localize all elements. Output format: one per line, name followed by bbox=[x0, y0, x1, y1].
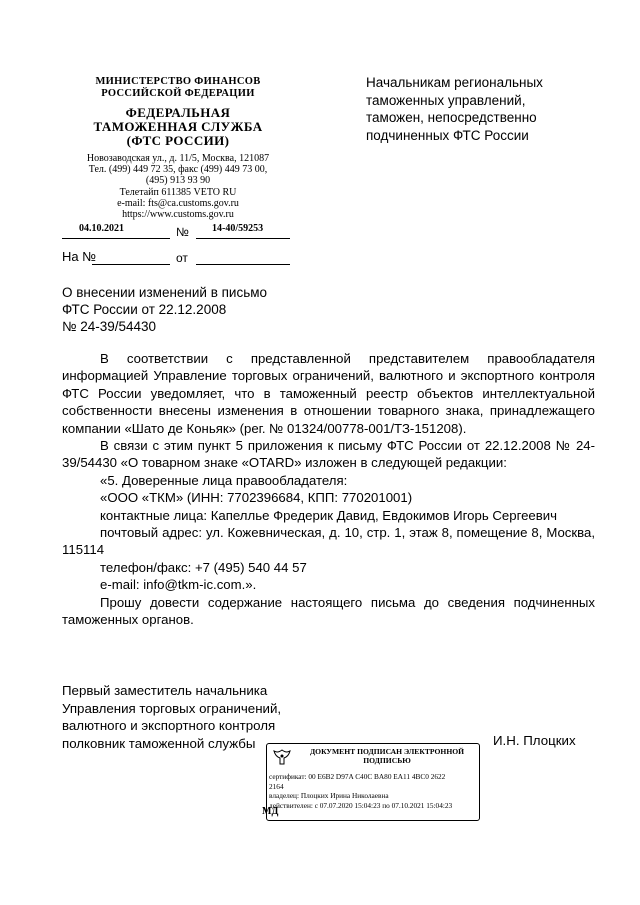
signer-title-line: Управления торговых ограничений, bbox=[62, 700, 282, 716]
subject-line: ФТС России от 22.12.2008 bbox=[62, 302, 227, 317]
letter-body bbox=[62, 350, 595, 629]
subject-line: № 24-39/54430 bbox=[62, 319, 157, 334]
body-paragraph: В связи с этим пункт 5 приложения к письму ФТС России от 22.12.2008 № 24-39/54430 «О товарном знаке «OTARD» изложен в следующей редакции: bbox=[62, 438, 595, 471]
number-sign: № bbox=[176, 225, 189, 239]
phone-line: Тел. (499) 449 72 35, факс (499) 449 73 00, bbox=[88, 164, 268, 176]
signer-title-line: валютного и экспортного контроля bbox=[62, 718, 276, 734]
reference-date-label: от bbox=[176, 251, 188, 265]
stamp-validity: действителен: с 07.07.2020 15:04:23 по 07.10.2021 15:04:23 bbox=[269, 800, 453, 810]
addressee-line: подчиненных ФТС России bbox=[366, 127, 529, 143]
addressee-line: Начальникам региональных bbox=[366, 75, 543, 90]
service-line: ТАМОЖЕННАЯ СЛУЖБА bbox=[93, 119, 263, 134]
body-paragraph: «5. Доверенные лица правообладателя: bbox=[100, 472, 348, 488]
body-paragraph: Прошу довести содержание настоящего письма до сведения подчиненных таможенных органов. bbox=[62, 594, 595, 628]
signer-title-line: полковник таможенной службы bbox=[62, 735, 256, 751]
stamp-details bbox=[269, 772, 477, 810]
date-underline bbox=[62, 238, 170, 239]
ministry-header bbox=[62, 76, 294, 100]
emblem-icon bbox=[272, 748, 292, 766]
body-paragraph: В соответствии с представленной представителем правообладателя информацией Управление торговых ограничений, валютного и экспортного контроля ФТС России уведомляет, что в таможенный реестр объектов интеллектуальной собственности внесены изменения в отношении товарного знака, принадлежащего компании «Шато де Коньяк» (рег. № 01324/00778-001/ТЗ-151208). bbox=[62, 351, 595, 436]
service-line: ФЕДЕРАЛЬНАЯ bbox=[125, 105, 231, 120]
registration-date: 04.10.2021 bbox=[79, 223, 124, 234]
number-underline bbox=[196, 238, 290, 239]
addressee-line: таможен, непосредственно bbox=[366, 110, 537, 126]
body-paragraph: «ООО «ТКМ» (ИНН: 7702396684, КПП: 770201001) bbox=[100, 490, 413, 506]
phone-line: (495) 913 93 90 bbox=[145, 175, 211, 187]
ministry-line: РОССИЙСКОЙ ФЕДЕРАЦИИ bbox=[101, 88, 255, 99]
addressee-block bbox=[366, 74, 586, 144]
service-line: (ФТС РОССИИ) bbox=[126, 133, 230, 148]
stamp-heading: ДОКУМЕНТ ПОДПИСАН ЭЛЕКТРОННОЙ ПОДПИСЬЮ bbox=[309, 747, 465, 765]
stamp-owner: владелец: Плоцких Ирина Николаевна bbox=[269, 791, 389, 801]
service-header bbox=[62, 106, 294, 148]
ministry-line: МИНИСТЕРСТВО ФИНАНСОВ bbox=[95, 76, 261, 87]
signer-title bbox=[62, 682, 302, 752]
body-paragraph: e-mail: info@tkm-ic.com.». bbox=[100, 577, 257, 593]
stamp-certificate: сертификат: 00 E6B2 D97A C40C BA80 EA11 4BC0 2622 bbox=[269, 772, 446, 781]
teletype-line: Телетайп 611385 VETO RU bbox=[119, 186, 237, 198]
body-paragraph: почтовый адрес: ул. Кожевническая, д. 10, стр. 1, этаж 8, помещение 8, Москва, 115114 bbox=[62, 525, 595, 558]
subject-line: О внесении изменений в письмо bbox=[62, 285, 268, 300]
stamp-mark: МД bbox=[262, 806, 279, 817]
reference-number-underline bbox=[92, 264, 170, 265]
reference-number-label: На № bbox=[62, 249, 97, 264]
reference-date-underline bbox=[196, 264, 290, 265]
registration-number: 14-40/59253 bbox=[212, 223, 264, 234]
addressee-line: таможенных управлений, bbox=[366, 92, 526, 108]
signer-title-line: Первый заместитель начальника bbox=[62, 683, 268, 698]
email-line: e-mail: fts@ca.customs.gov.ru bbox=[117, 197, 239, 209]
body-paragraph: контактные лица: Капеллье Фредерик Давид, Евдокимов Игорь Сергеевич bbox=[100, 507, 558, 523]
signer-name: И.Н. Плоцких bbox=[493, 733, 576, 748]
electronic-signature-stamp bbox=[266, 743, 480, 821]
address-line: Новозаводская ул., д. 11/5, Москва, 121087 bbox=[86, 153, 270, 164]
letter-subject bbox=[62, 284, 342, 335]
website-line: https://www.customs.gov.ru bbox=[122, 209, 234, 221]
contact-block bbox=[62, 153, 294, 220]
stamp-certificate-cont: 2164 bbox=[269, 781, 284, 791]
body-paragraph: телефон/факс: +7 (495) 540 44 57 bbox=[100, 559, 307, 575]
